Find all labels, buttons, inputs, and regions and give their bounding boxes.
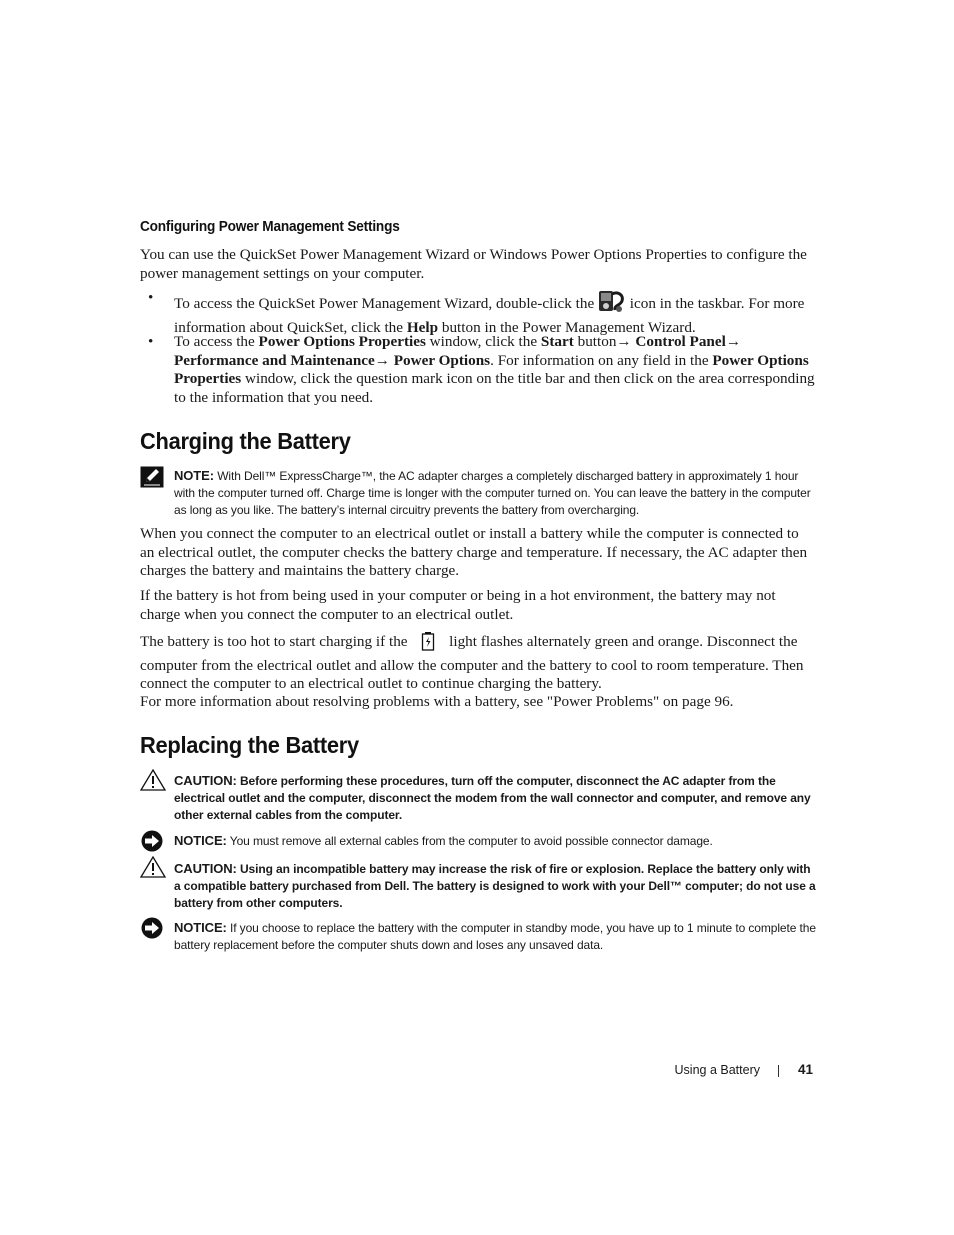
bullet-text: To access the QuickSet Power Management Wizard, double-click the icon in the taskbar. For more information about QuickSet, click the Help button in the Power Management Wizard. [174, 289, 816, 337]
caution-text: CAUTION: Using an incompatible battery may increase the risk of fire or explosion. Replace the battery only with a compatible battery purchased from Dell. The battery is designed to work with your Dell™ computer; do not use a battery from other computers. [174, 861, 816, 911]
arrow-glyph: → [725, 333, 742, 350]
note-text: NOTE: With Dell™ ExpressCharge™, the AC adapter charges a completely discharged battery in approximately 1 hour with the computer turned off. Charge time is longer with the computer turned on. You can leave the battery in the computer as long as you like. The battery’s internal circuitry prevents the battery from overcharging. [174, 468, 811, 518]
page-number: 41 [797, 1062, 813, 1077]
charging-paragraph-4: For more information about resolving problems with a battery, see "Power Problems" on page 96. [140, 693, 734, 710]
battery-status-light-icon [421, 631, 435, 657]
config-heading: Configuring Power Management Settings [140, 219, 400, 235]
footer-section-title: Using a Battery [674, 1063, 760, 1077]
arrow-glyph: → [374, 351, 390, 369]
replacing-heading: Replacing the Battery [140, 732, 359, 758]
notice-arrow-icon [140, 830, 166, 852]
bullet-dot: • [148, 289, 154, 306]
notice-text: NOTICE: You must remove all external cables from the computer to avoid possible connector damage. [174, 833, 713, 848]
charging-heading: Charging the Battery [140, 428, 351, 454]
caution-triangle-icon [140, 856, 166, 878]
config-intro: You can use the QuickSet Power Management Wizard or Windows Power Options Properties to configure the power management settings on your computer. [140, 246, 807, 282]
charging-paragraph-3: The battery is too hot to start charging if the light flashes alternately green and orange. Disconnect the computer from the electrical outlet and allow the computer and the battery to cool to room temperature. Then connect the computer to an electrical outlet to continue charging the battery. [140, 633, 804, 693]
footer-divider [778, 1065, 779, 1077]
notice-text: NOTICE: If you choose to replace the battery with the computer in standby mode, you have up to 1 minute to complete the battery replacement before the computer shuts down and loses any unsaved data. [174, 920, 816, 953]
bullet-dot: • [148, 333, 154, 350]
bullet-text: To access the Power Options Properties window, click the Start button→ Control Panel→ Performance and Maintenance→ Power Options. For information on any field in the Power Options Properties window, click the question mark icon on the title bar and then click on the area corresponding to the information that you need. [174, 333, 815, 406]
charging-paragraph-2: If the battery is hot from being used in your computer or being in a hot environment, the battery may not charge when you connect the computer to an electrical outlet. [140, 587, 776, 623]
caution-text: CAUTION: Before performing these procedures, turn off the computer, disconnect the AC adapter from the electrical outlet and the computer, disconnect the modem from the wall connector and computer, and remove any other external cables from the computer. [174, 773, 811, 823]
quickset-taskbar-icon [598, 289, 626, 319]
charging-paragraph-1: When you connect the computer to an electrical outlet or install a battery while the computer is connected to an electrical outlet, the computer checks the battery charge and temperature. If necessary, the AC adapter then charges the battery and maintains the battery charge. [140, 525, 808, 580]
arrow-glyph: → [616, 333, 632, 350]
notice-arrow-icon [140, 917, 166, 939]
caution-triangle-icon [140, 769, 166, 791]
pencil-note-icon [140, 466, 166, 488]
page-footer [640, 1062, 816, 1082]
